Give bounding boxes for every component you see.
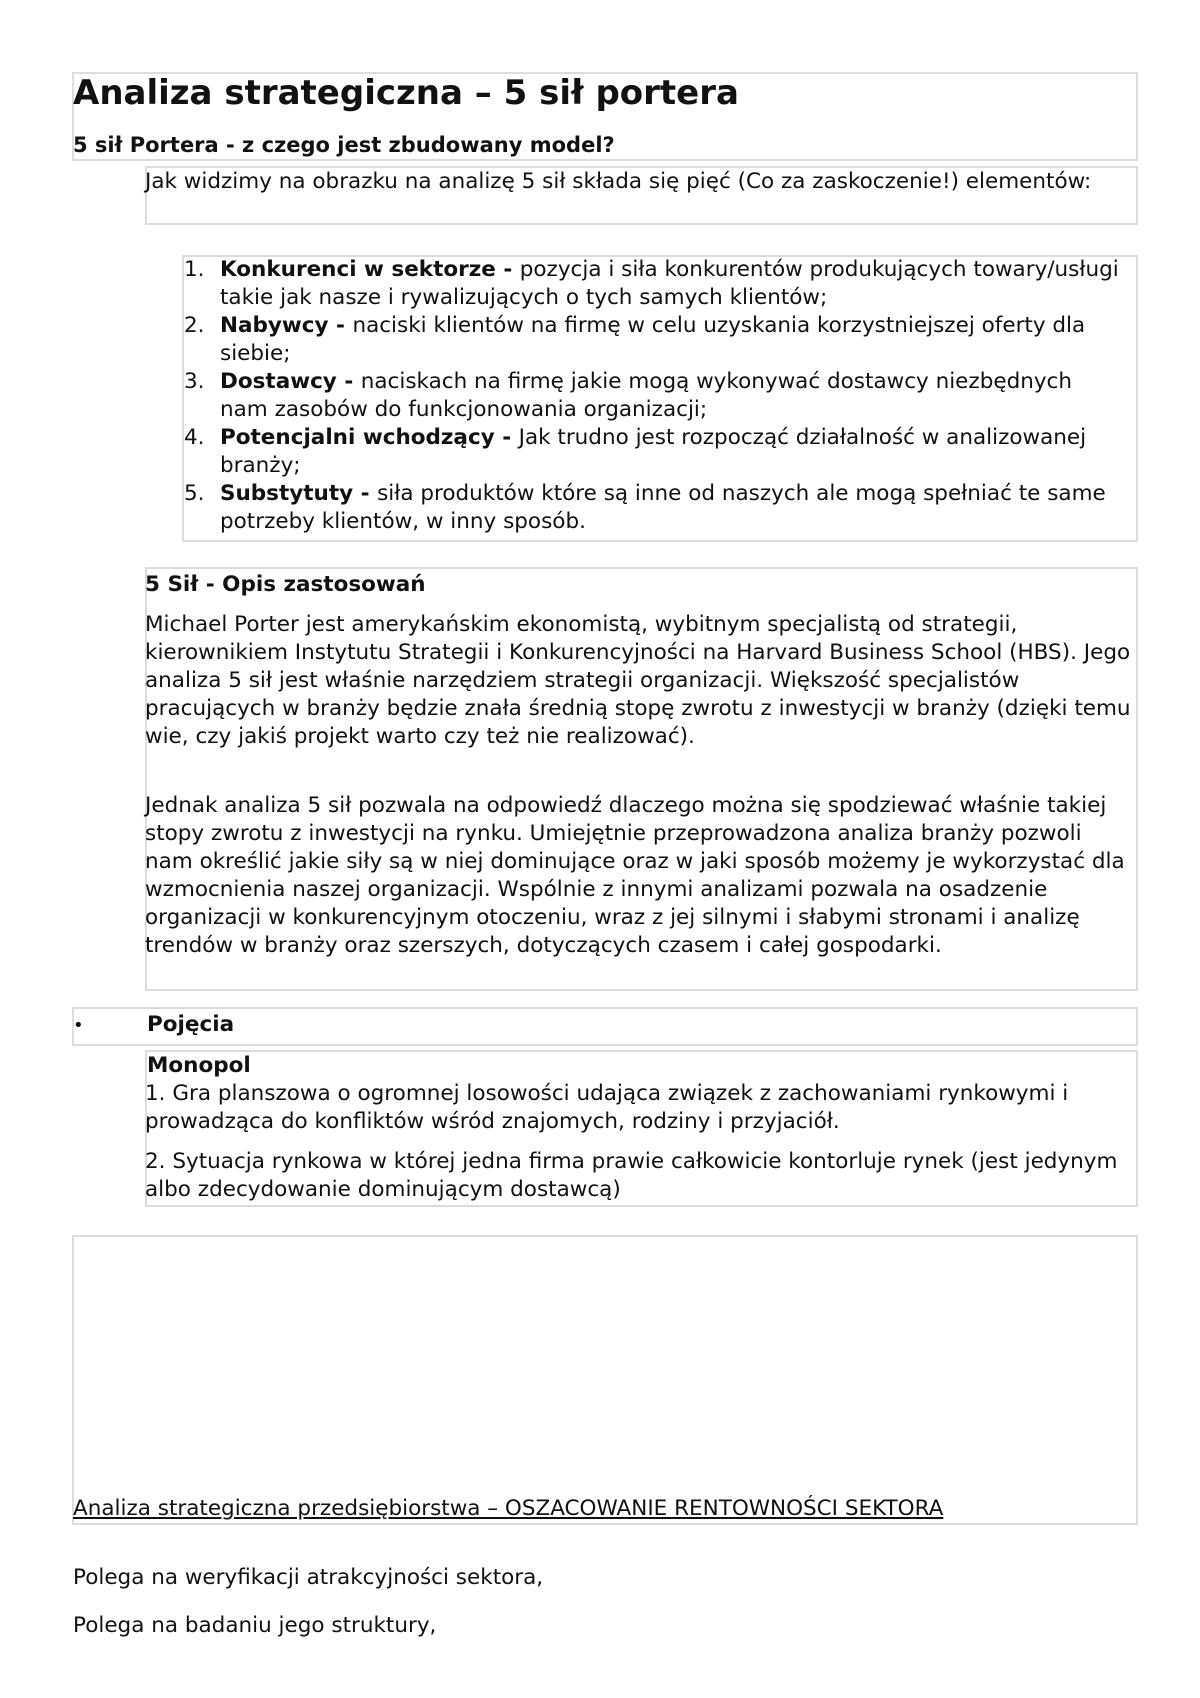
term-separator: - xyxy=(494,425,519,450)
page-title: Analiza strategiczna – 5 sił portera xyxy=(73,73,739,113)
force-description: siła produktów które są inne od naszych ale mogą spełniać te same potrzeby klientów, w inny sposób. xyxy=(220,481,1106,534)
force-term: Dostawcy xyxy=(220,369,337,394)
monopol-definition-2: 2. Sytuacja rynkowa w której jedna firma prawie całkowicie kontorluje rynek (jest jedynym albo zdecydowanie dominującym dostawcą) xyxy=(145,1149,1118,1202)
term-separator: - xyxy=(328,313,353,338)
list-number: 1. xyxy=(184,257,205,282)
opis-heading: 5 Sił - Opis zastosowań xyxy=(145,572,426,597)
force-description: Jak trudno jest rozpocząć działalność w analizowanej branży; xyxy=(220,425,1087,478)
bullet-marker: • xyxy=(73,1015,84,1036)
monopol-heading: Monopol xyxy=(147,1053,251,1078)
term-separator: - xyxy=(336,369,361,394)
body-line-2: Polega na badaniu jego struktury, xyxy=(73,1613,437,1638)
opis-paragraph-2: Jednak analiza 5 sił pozwala na odpowiedź dlaczego można się spodziewać właśnie takiej stopy zwrotu z inwestycji na rynku. Umiejętnie przeprowadzona analiza branży pozwoli nam określić jakie siły są w niej dominujące oraz w jaki sposób możemy je wykorzystać dla wzmocnienia naszej organizacji. Wspólnie z innymi analizami pozwala na osadzenie organizacji w konkurencyjnym otoczeniu, wraz z jej silnymi i słabymi stronami i analizę trendów w branży oraz szerszych, dotyczących czasem i całej gospodarki. xyxy=(145,793,1125,958)
section-subtitle: 5 sił Portera - z czego jest zbudowany model? xyxy=(73,133,615,157)
monopol-definition-1: 1. Gra planszowa o ogromnej losowości udająca związek z zachowaniami rynkowymi i prowadząca do konfliktów wśród znajomych, rodziny i przyjaciół. xyxy=(145,1081,1069,1134)
intro-paragraph: Jak widzimy na obrazku na analizę 5 sił składa się pięć (Co za zaskoczenie!) elementów: xyxy=(145,169,1092,194)
list-item xyxy=(180,424,1120,480)
force-term: Potencjalni wchodzący xyxy=(220,425,495,450)
forces-list xyxy=(180,256,1120,536)
section-link-title[interactable]: Analiza strategiczna przedsiębiorstwa – OSZACOWANIE RENTOWNOŚCI SEKTORA xyxy=(73,1496,944,1521)
list-item xyxy=(180,312,1120,368)
force-description: naciskach na firmę jakie mogą wykonywać dostawcy niezbędnych nam zasobów do funkcjonowania organizacji; xyxy=(220,369,1073,422)
list-item xyxy=(180,368,1120,424)
force-term: Nabywcy xyxy=(220,313,329,338)
term-separator: - xyxy=(495,257,520,282)
list-item xyxy=(180,480,1120,536)
list-number: 4. xyxy=(184,425,205,450)
term-separator: - xyxy=(353,481,378,506)
list-item xyxy=(180,256,1120,312)
opis-paragraph-1: Michael Porter jest amerykańskim ekonomistą, wybitnym specjalistą od strategii, kierownikiem Instytutu Strategii i Konkurencyjności na Harvard Business School (HBS). Jego analiza 5 sił jest właśnie narzędziem strategii organizacji. Większość specjalistów pracujących w branży będzie znała średnią stopę zwrotu z inwestycji w branży (dzięki temu wie, czy jakiś projekt warto czy też nie realizować). xyxy=(145,612,1131,749)
force-term: Substytuty xyxy=(220,481,354,506)
list-number: 5. xyxy=(184,481,205,506)
image-placeholder-frame xyxy=(72,1235,1138,1525)
body-line-1: Polega na weryfikacji atrakcyjności sektora, xyxy=(73,1565,544,1590)
list-number: 3. xyxy=(184,369,205,394)
pojecia-heading: Pojęcia xyxy=(147,1012,235,1037)
list-number: 2. xyxy=(184,313,205,338)
force-description: pozycja i siła konkurentów produkujących towary/usługi takie jak nasze i rywalizujących o tych samych klientów; xyxy=(220,257,1119,310)
force-description: naciski klientów na firmę w celu uzyskania korzystniejszej oferty dla siebie; xyxy=(220,313,1086,366)
force-term: Konkurenci w sektorze xyxy=(220,257,496,282)
